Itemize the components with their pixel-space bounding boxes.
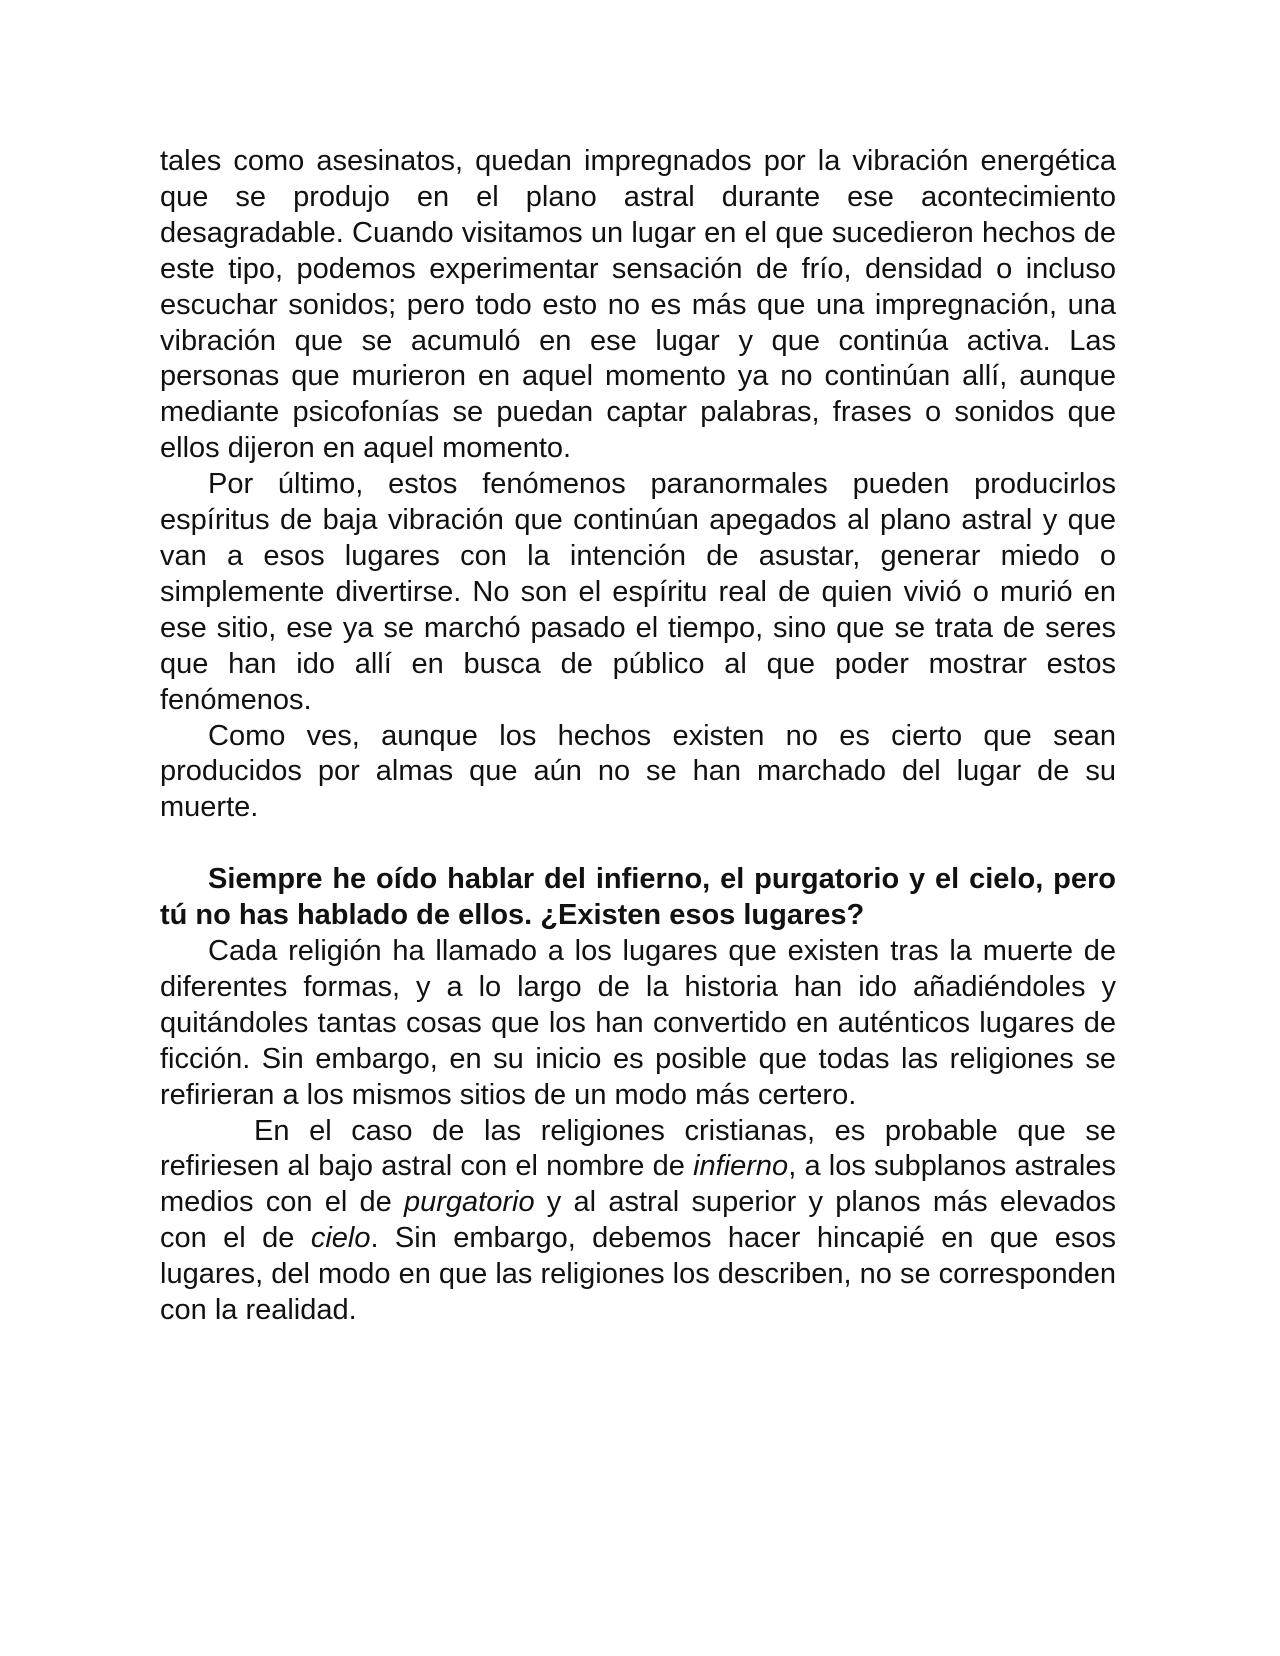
text-segment: y al astral superior y planos más elevados con el de — [160, 1186, 1116, 1255]
paragraph-conclusion: Como ves, aunque los hechos existen no es cierto que sean producidos por almas que aún no se han marchado del lugar de su muerte. — [160, 719, 1116, 824]
text-segment: En el caso de las religiones cristianas, es probable que se refiriesen al bajo astral con el nombre de — [160, 1114, 1116, 1183]
emphasis-infierno: infierno — [693, 1150, 789, 1183]
emphasis-purgatorio: purgatorio — [403, 1186, 535, 1219]
text-segment: , a los subplanos astrales medios con el de — [160, 1150, 1116, 1219]
document-page — [160, 144, 1116, 1329]
paragraph-low-vibration-spirits: Por último, estos fenómenos paranormales pueden producirlos espíritus de baja vibración que continúan apegados al plano astral y que van a esos lugares con la intención de asustar, generar miedo o simplemente divertirse. No son el espíritu real de quien vivió o murió en ese sitio, ese ya se marchó pasado el tiempo, sino que se trata de seres que han ido allí en busca de público al que poder mostrar estos fenómenos. — [160, 468, 1116, 716]
emphasis-cielo: cielo — [310, 1222, 371, 1255]
text-segment: . Sin embargo, debemos hacer hincapié en que esos lugares, del modo en que las religiones los describen, no se corresponden con la realidad. — [160, 1222, 1116, 1327]
paragraph-christian-religions — [160, 1114, 1116, 1329]
question-heading: Siempre he oído hablar del infierno, el purgatorio y el cielo, pero tú no has hablado de ellos. ¿Existen esos lugares? — [160, 863, 1116, 932]
paragraph-religions: Cada religión ha llamado a los lugares que existen tras la muerte de diferentes formas, y a lo largo de la historia han ido añadiéndoles y quitándoles tantas cosas que los han convertido en auténticos lugares de ficción. Sin embargo, en su inicio es posible que todas las religiones se refirieran a los mismos sitios de un modo más certero. — [160, 935, 1116, 1111]
paragraph-impregnation: tales como asesinatos, quedan impregnados por la vibración energética que se produjo en el plano astral durante ese acontecimiento desagradable. Cuando visitamos un lugar en el que sucedieron hechos de este tipo, podemos experimentar sensación de frío, densidad o incluso escuchar sonidos; pero todo esto no es más que una impregnación, una vibración que se acumuló en ese lugar y que continúa activa. Las personas que murieron en aquel momento ya no continúan allí, aunque mediante psicofonías se puedan captar palabras, frases o sonidos que ellos dijeron en aquel momento. — [160, 145, 1116, 465]
